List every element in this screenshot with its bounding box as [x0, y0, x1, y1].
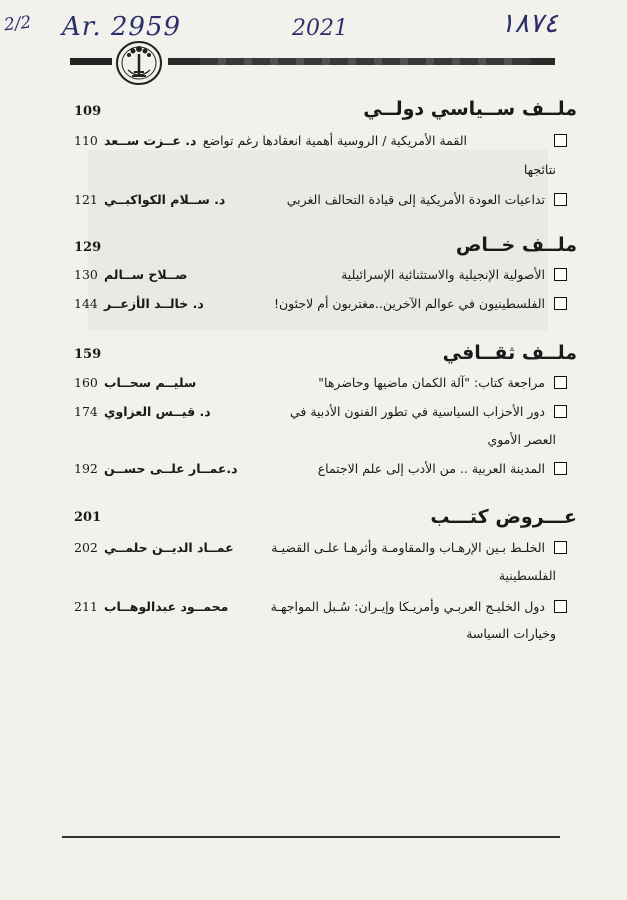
section-page-special: 129 — [74, 240, 102, 255]
toc-item[interactable] — [74, 402, 567, 424]
item-page: 160 — [74, 375, 98, 390]
item-title: تداعيات العودة الأمريكية إلى قيادة التحالف الغربي — [286, 192, 545, 207]
top-rule-left — [70, 58, 112, 65]
item-author: د. قيــس العزاوي — [104, 404, 211, 419]
toc-item[interactable] — [74, 373, 567, 395]
item-title: الخلـط بـين الإرهـاب والمقاومـة وأثرهـا علـى القضيـة — [271, 540, 545, 555]
item-page: 144 — [74, 296, 98, 311]
emblem-logo — [114, 40, 164, 86]
handwritten-number: ١٨٧٤ — [500, 8, 559, 39]
checkbox-icon — [554, 193, 567, 206]
item-author: صــلاح ســالم — [104, 267, 188, 282]
section-page-book-reviews: 201 — [74, 510, 102, 525]
handwritten-year: 2021 — [292, 16, 348, 41]
item-title-continuation: وخيارات السياسة — [466, 626, 556, 641]
checkbox-icon — [554, 376, 567, 389]
toc-item[interactable] — [74, 190, 567, 212]
item-title: القمة الأمريكية / الروسية أهمية انعقادها رغم تواضع — [202, 133, 467, 148]
checkbox-icon — [554, 600, 567, 613]
checkbox-icon — [554, 405, 567, 418]
toc-item[interactable] — [74, 597, 567, 619]
handwritten-code: Ar. 2959 — [62, 12, 182, 42]
item-title: مراجعة كتاب: "آلة الكمان ماضيها وحاضرها" — [318, 375, 545, 390]
item-title-continuation: الفلسطينية — [498, 568, 556, 583]
section-title-special: ملــف خــاص — [455, 234, 577, 256]
toc-item[interactable] — [74, 265, 567, 287]
item-title: المدينة العربية .. من الأدب إلى علم الاجتماع — [317, 461, 545, 476]
section-title-political: ملــف ســياسي دولــي — [363, 98, 577, 120]
item-author: د. عــزت ســعد — [104, 133, 197, 148]
checkbox-icon — [554, 297, 567, 310]
top-rule-pattern — [200, 58, 530, 65]
checkbox-icon — [554, 541, 567, 554]
handwritten-side-note: 2/2 — [3, 12, 33, 36]
toc-item[interactable] — [74, 459, 567, 481]
toc-item[interactable] — [74, 538, 567, 560]
item-author: د. خالــد الأزعــر — [104, 296, 204, 311]
item-page: 202 — [74, 540, 98, 555]
section-page-political: 109 — [74, 104, 102, 119]
item-author: عمــاد الديــن حلمــي — [104, 540, 234, 555]
item-author: محمــود عبدالوهــاب — [104, 599, 229, 614]
checkbox-icon — [554, 462, 567, 475]
item-page: 130 — [74, 267, 98, 282]
section-title-book-reviews: عـــروض كتـــب — [430, 506, 577, 528]
item-page: 174 — [74, 404, 98, 419]
item-author: سليــم سحــاب — [104, 375, 197, 390]
toc-item[interactable] — [74, 131, 567, 153]
checkbox-icon — [554, 134, 567, 147]
item-title: دول الخليـج العربـي وأمريـكا وإيـران: سُـبل المواجهـة — [270, 599, 545, 614]
checkbox-icon — [554, 268, 567, 281]
section-title-cultural: ملــف ثقــافي — [442, 342, 577, 364]
item-author: د.عمــار علــى حســن — [104, 461, 238, 476]
item-page: 192 — [74, 461, 98, 476]
item-page: 211 — [74, 599, 98, 614]
item-title-continuation: العصر الأموي — [487, 432, 556, 447]
item-author: د. ســلام الكواكبــي — [104, 192, 226, 207]
footer-divider — [62, 836, 560, 838]
item-title: دور الأحزاب السياسية في تطور الفنون الأدبية في — [289, 404, 545, 419]
toc-item[interactable] — [74, 294, 567, 316]
item-page: 121 — [74, 192, 98, 207]
section-page-cultural: 159 — [74, 347, 102, 362]
item-title: الأصولية الإنجيلية والاستثنائية الإسرائيلية — [341, 267, 545, 282]
item-title-continuation: نتائجها — [523, 162, 556, 177]
item-page: 110 — [74, 133, 98, 148]
item-title: الفلسطينيون في عوالم الآخرين..مغتربون أم لاجئون! — [273, 296, 545, 311]
